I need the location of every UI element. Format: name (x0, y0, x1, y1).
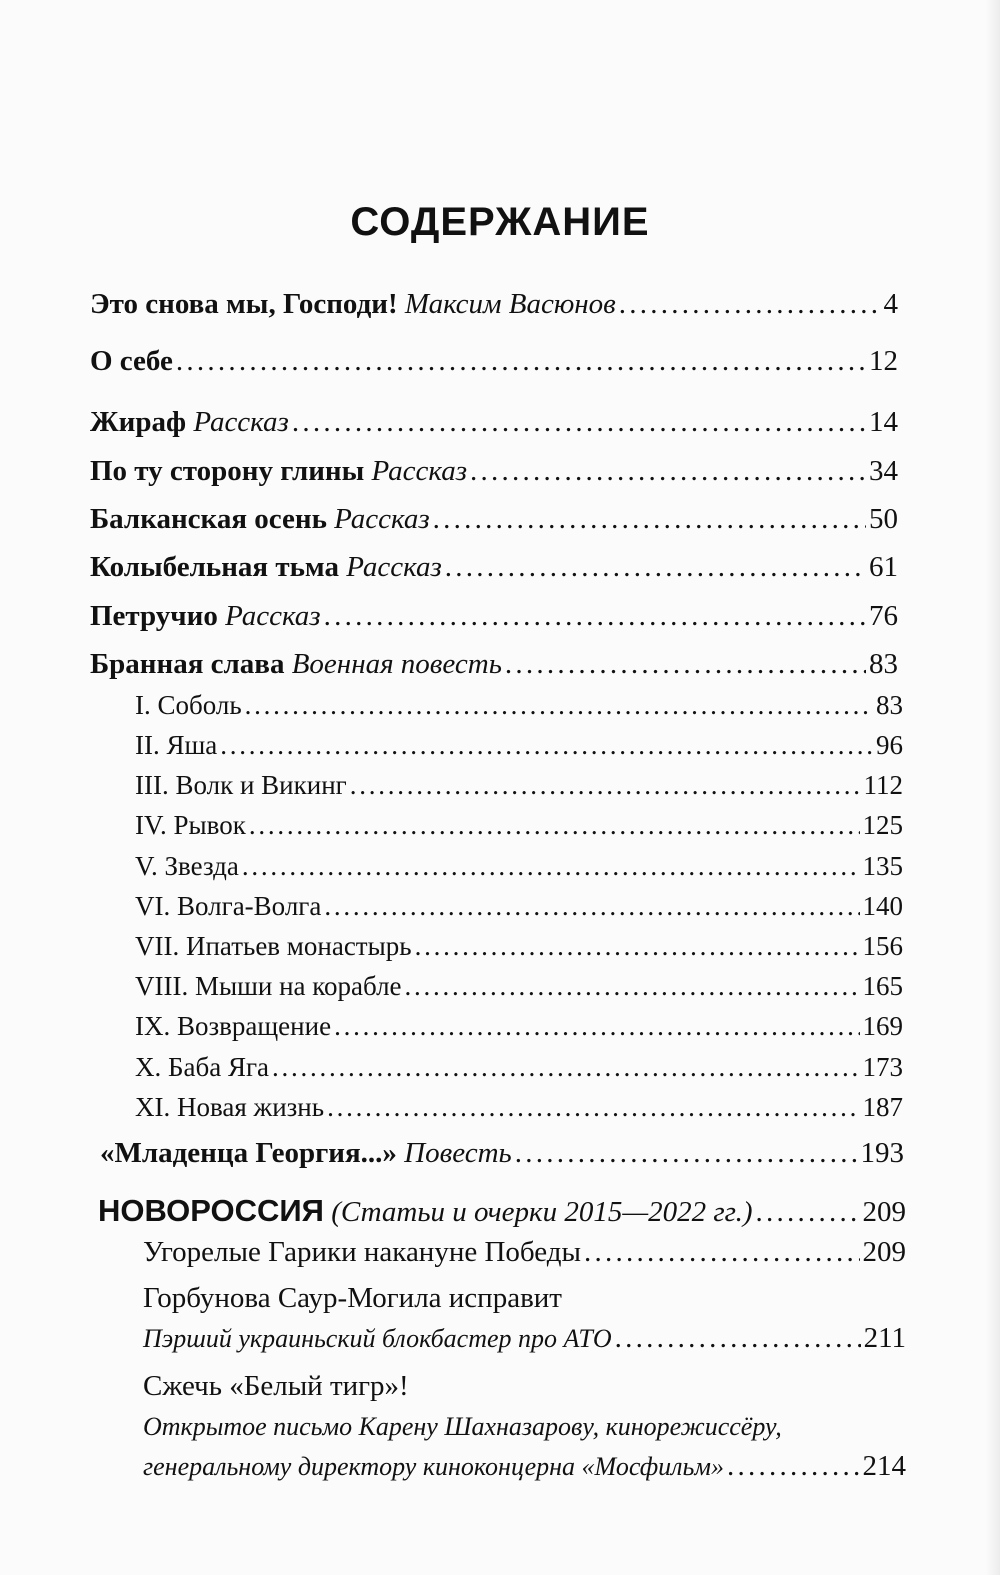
dot-leader (242, 851, 860, 882)
toc-entry[interactable] (100, 1137, 904, 1170)
toc-article[interactable] (143, 1236, 906, 1269)
entry-title: Колыбельная тьма (90, 551, 339, 583)
page-number: 140 (862, 891, 903, 921)
dot-leader (220, 730, 873, 761)
toc-entry[interactable] (90, 406, 898, 439)
toc-chapter[interactable] (135, 1052, 903, 1083)
dot-leader (272, 1052, 859, 1083)
dot-leader (245, 690, 873, 721)
toc-entry[interactable] (90, 551, 898, 584)
dot-leader (584, 1236, 859, 1269)
toc-article[interactable] (143, 1322, 906, 1355)
page-number: 96 (876, 730, 903, 760)
entry-title: По ту сторону глины (90, 455, 365, 487)
article-subtitle: генеральному директору киноконцерна «Мосфильм» (143, 1452, 724, 1481)
page-number: 209 (862, 1196, 906, 1228)
page-number: 83 (876, 690, 903, 720)
dot-leader (415, 931, 860, 962)
dot-leader (619, 288, 881, 321)
dot-leader (324, 891, 859, 922)
toc-entry[interactable] (90, 503, 898, 536)
toc-chapter[interactable] (135, 770, 903, 801)
entry-subtitle: Рассказ (371, 455, 468, 487)
dot-leader (350, 770, 861, 801)
toc-chapter[interactable] (135, 1011, 903, 1042)
dot-leader (515, 1137, 858, 1170)
entry-title: «Младенца Георгия...» (100, 1137, 397, 1169)
dot-leader (445, 551, 866, 584)
page-number: 193 (860, 1137, 904, 1169)
page-number: 112 (863, 770, 903, 800)
page-number: 34 (869, 455, 898, 487)
page-number: 125 (862, 810, 903, 840)
page-number: 50 (869, 503, 898, 535)
page-number: 4 (883, 288, 898, 320)
entry-subtitle: Максим Васюнов (404, 288, 616, 320)
dot-leader (324, 600, 866, 633)
chapter-title: II. Яша (135, 730, 218, 760)
page-title: СОДЕРЖАНИЕ (350, 200, 650, 244)
article-subtitle: Пэрший украиньский блокбастер про АТО (143, 1324, 612, 1353)
entry-title: Бранная слава (90, 648, 285, 680)
page-number: 156 (862, 931, 903, 961)
toc-entry[interactable] (90, 288, 898, 321)
toc-entry[interactable] (90, 345, 898, 378)
page-number: 83 (869, 648, 898, 680)
article-title[interactable]: Сжечь «Белый тигр»! (143, 1370, 409, 1402)
toc-entry[interactable] (90, 455, 898, 488)
dot-leader (249, 810, 860, 841)
page-number: 14 (869, 406, 898, 438)
article-title[interactable]: Горбунова Саур-Могила исправит (143, 1282, 562, 1314)
chapter-title: VIII. Мыши на корабле (135, 971, 402, 1001)
dot-leader (334, 1011, 859, 1042)
toc-chapter[interactable] (135, 851, 903, 882)
dot-leader (176, 345, 866, 378)
toc-entry[interactable] (90, 648, 898, 681)
page-number: 209 (862, 1236, 906, 1268)
page-number: 165 (862, 971, 903, 1001)
entry-subtitle: Военная повесть (291, 648, 502, 680)
page-number: 76 (869, 600, 898, 632)
chapter-title: IX. Возвращение (135, 1011, 332, 1041)
dot-leader (615, 1322, 861, 1355)
dot-leader (292, 406, 866, 439)
chapter-title: IV. Рывок (135, 810, 246, 840)
page-number: 61 (869, 551, 898, 583)
entry-title: Это снова мы, Господи! (90, 288, 398, 320)
page-number: 169 (862, 1011, 903, 1041)
article-title: Угорелые Гарики накануне Победы (143, 1236, 582, 1268)
entry-title: Петручио (90, 600, 218, 632)
toc-chapter[interactable] (135, 1092, 903, 1123)
dot-leader (505, 648, 866, 681)
page-number: 187 (862, 1092, 903, 1122)
entry-subtitle: Рассказ (334, 503, 430, 535)
toc-chapter[interactable] (135, 971, 903, 1002)
toc-entry[interactable] (90, 600, 898, 633)
dot-leader (727, 1450, 860, 1483)
page-number: 173 (862, 1052, 903, 1082)
section-title: НОВОРОССИЯ (98, 1193, 324, 1228)
page-number: 214 (862, 1450, 906, 1482)
toc-chapter[interactable] (135, 891, 903, 922)
entry-subtitle: Рассказ (225, 600, 321, 632)
dot-leader (405, 971, 860, 1002)
toc-article[interactable] (143, 1450, 906, 1483)
toc-chapter[interactable] (135, 690, 903, 721)
toc-chapter[interactable] (135, 730, 903, 761)
chapter-title: X. Баба Яга (135, 1052, 270, 1082)
entry-title: О себе (90, 345, 173, 377)
entry-title: Жираф (90, 406, 187, 438)
entry-subtitle: Рассказ (193, 406, 289, 438)
chapter-title: I. Соболь (135, 690, 242, 720)
section-subtitle: (Статьи и очерки 2015—2022 гг.) (331, 1196, 753, 1228)
dot-leader (470, 455, 866, 488)
chapter-title: V. Звезда (135, 851, 239, 881)
chapter-title: VI. Волга-Волга (135, 891, 322, 921)
entry-title: Балканская осень (90, 503, 327, 535)
dot-leader (433, 503, 866, 536)
toc-chapter[interactable] (135, 810, 903, 841)
entry-subtitle: Рассказ (346, 551, 442, 583)
entry-subtitle: Повесть (404, 1137, 512, 1169)
chapter-title: VII. Ипатьев монастырь (135, 931, 412, 961)
page-number: 12 (869, 345, 898, 377)
toc-section[interactable] (98, 1193, 906, 1229)
chapter-title: III. Волк и Викинг (135, 770, 347, 800)
toc-chapter[interactable] (135, 931, 903, 962)
article-subtitle: Открытое письмо Карену Шахназарову, кинорежиссёру, (143, 1412, 782, 1441)
page-number: 135 (862, 851, 903, 881)
chapter-title: XI. Новая жизнь (135, 1092, 325, 1122)
dot-leader (756, 1196, 860, 1229)
page-number: 211 (863, 1322, 906, 1354)
dot-leader (327, 1092, 859, 1123)
